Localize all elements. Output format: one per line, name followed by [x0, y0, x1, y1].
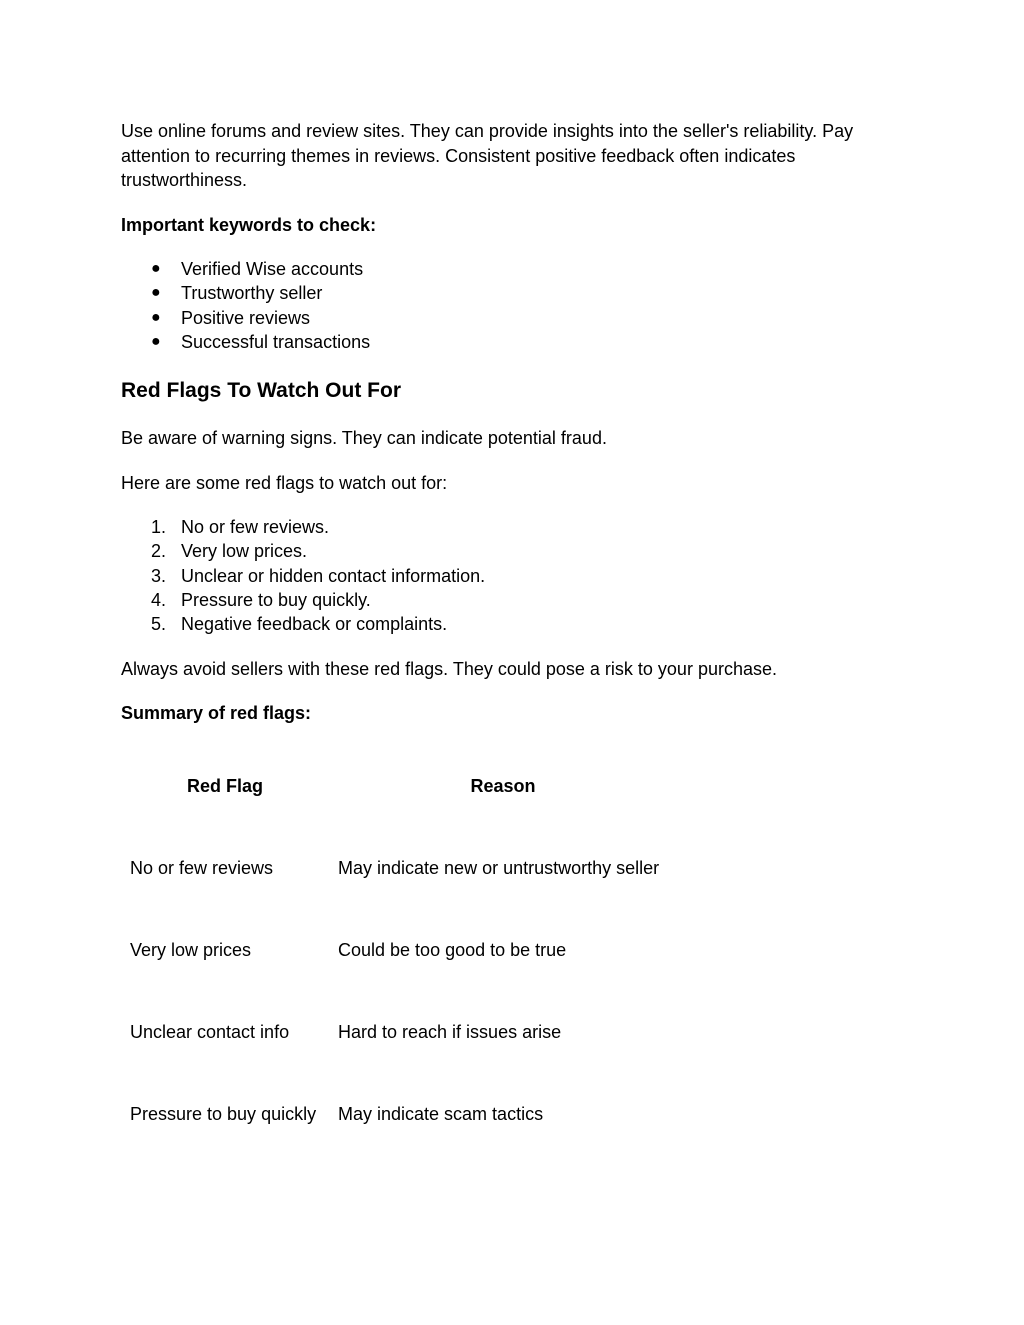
list-item	[121, 330, 891, 354]
table-cell: May indicate scam tactics	[338, 1103, 544, 1124]
table-cell: Very low prices	[130, 939, 252, 960]
list-number: 4.	[151, 590, 167, 611]
red-flags-intro: Here are some red flags to watch out for:	[121, 472, 448, 493]
keywords-list	[121, 257, 891, 354]
list-item	[121, 539, 891, 563]
document-body	[121, 119, 891, 726]
bullet-icon: ●	[151, 284, 161, 302]
red-flag-text: Negative feedback or complaints.	[181, 614, 448, 635]
bullet-icon: ●	[151, 308, 161, 326]
red-flags-list	[121, 515, 891, 636]
column-header-reason: Reason	[470, 775, 536, 796]
red-flag-text: Very low prices.	[181, 541, 308, 562]
list-item	[121, 564, 891, 588]
keywords-heading: Important keywords to check:	[121, 214, 377, 235]
table-row	[121, 827, 677, 909]
table-row	[121, 909, 677, 991]
table-cell: No or few reviews	[130, 857, 274, 878]
red-flag-text: Pressure to buy quickly.	[181, 590, 371, 611]
column-header-red-flag: Red Flag	[186, 775, 263, 796]
table-cell: Could be too good to be true	[338, 939, 567, 960]
list-item	[121, 588, 891, 612]
bullet-icon: ●	[151, 260, 161, 277]
table-cell: Pressure to buy quickly	[130, 1103, 317, 1124]
avoid-paragraph: Always avoid sellers with these red flags. They could pose a risk to your purchase.	[121, 658, 777, 679]
list-number: 3.	[151, 565, 167, 586]
list-item	[121, 515, 891, 539]
table-cell: Hard to reach if issues arise	[338, 1021, 562, 1042]
red-flag-text: No or few reviews.	[181, 517, 330, 538]
keyword-text: Verified Wise accounts	[181, 259, 364, 279]
bullet-icon: ●	[151, 332, 161, 350]
list-item	[121, 281, 891, 305]
keyword-text: Positive reviews	[181, 307, 311, 328]
red-flag-text: Unclear or hidden contact information.	[181, 565, 486, 586]
list-item	[121, 257, 891, 281]
list-number: 5.	[151, 614, 167, 635]
list-number: 2.	[151, 541, 167, 562]
list-item	[121, 612, 891, 636]
warning-paragraph: Be aware of warning signs. They can indicate potential fraud.	[121, 428, 607, 449]
keyword-text: Trustworthy seller	[181, 283, 323, 304]
table-row	[121, 991, 677, 1073]
red-flags-table	[121, 745, 677, 1155]
table-cell: Unclear contact info	[130, 1021, 290, 1042]
table-header-row	[121, 745, 677, 827]
summary-heading: Summary of red flags:	[121, 703, 312, 724]
list-item	[121, 306, 891, 330]
intro-paragraph: Use online forums and review sites. They can provide insights into the seller's reliability. Pay attention to recurring themes in reviews. Consistent positive feedback often indicates trustworthiness.	[121, 121, 854, 190]
section-heading: Red Flags To Watch Out For	[121, 379, 401, 403]
keyword-text: Successful transactions	[181, 331, 371, 352]
table-cell: May indicate new or untrustworthy seller	[338, 857, 660, 878]
list-number: 1.	[151, 517, 167, 538]
table-row	[121, 1073, 677, 1155]
